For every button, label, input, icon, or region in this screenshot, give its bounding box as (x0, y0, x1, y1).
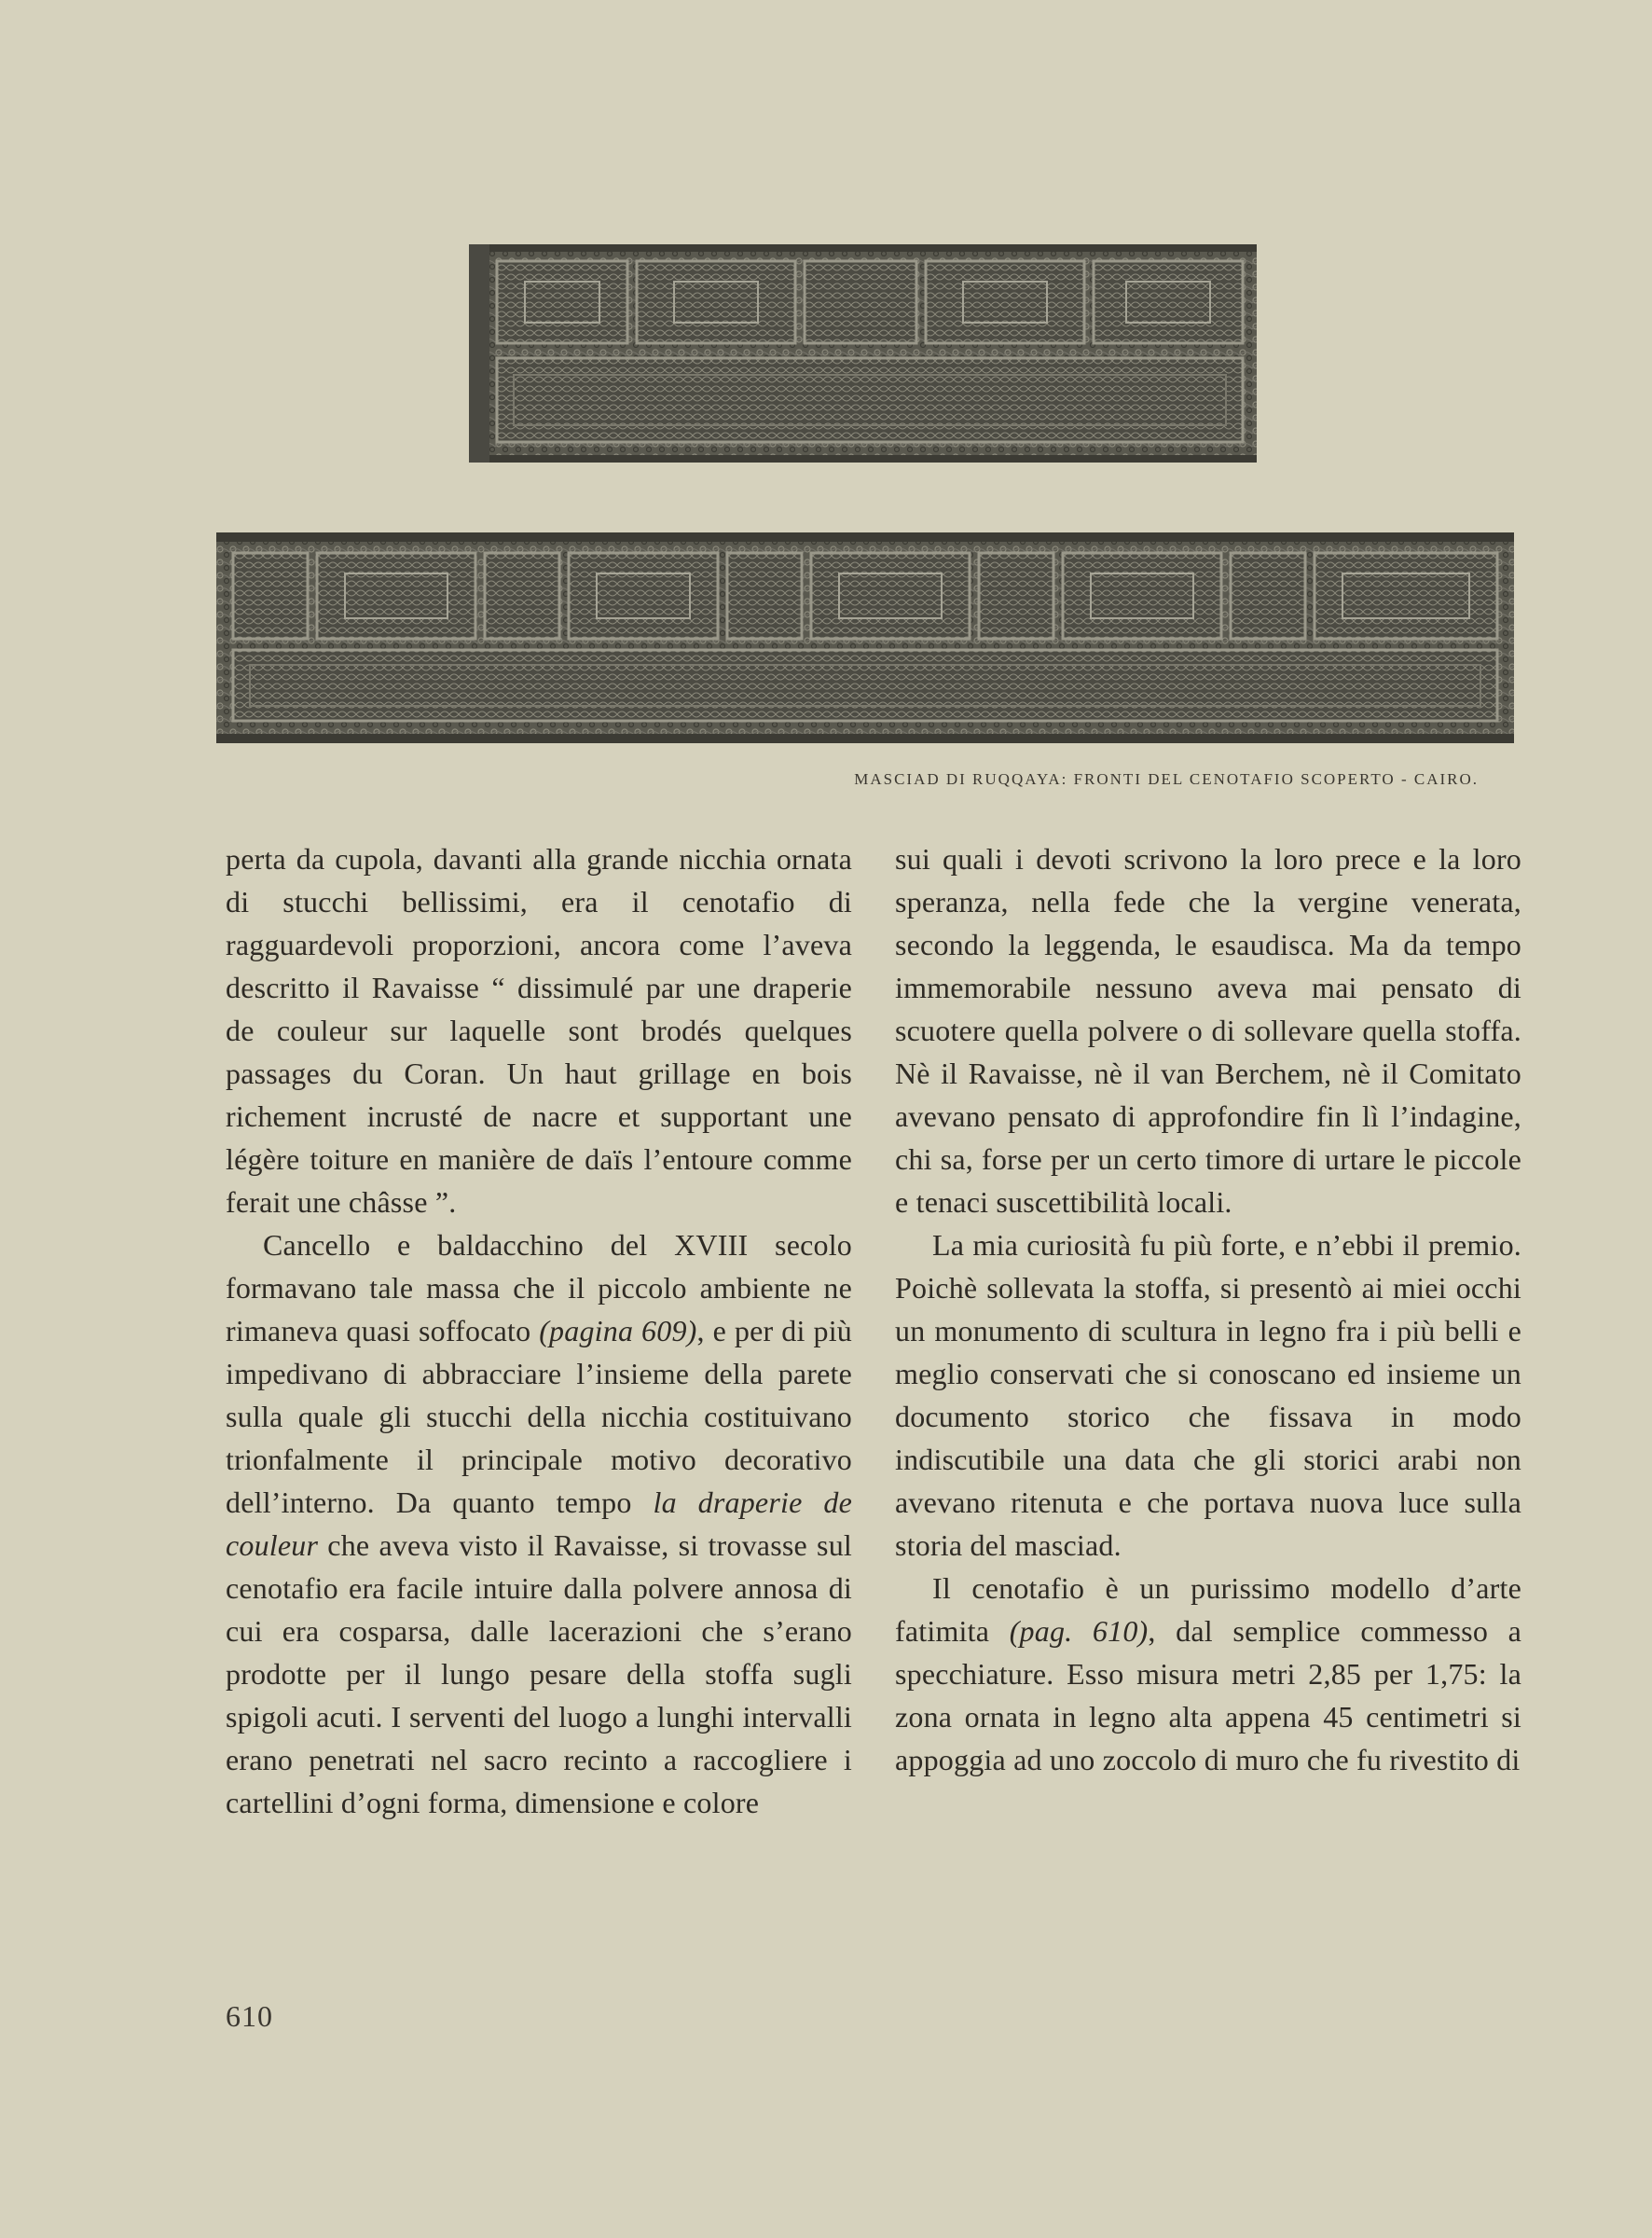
carved-panel-short-illustration (469, 244, 1257, 463)
text-run: Il cenotafio è un purissimo modello d’arte fatimita (895, 1571, 1521, 1648)
text-run: , dal semplice commesso a specchiature. Esso misura metri 2,85 per 1,75: la zona ornata in legno alta appena 45 centimetri si appoggia ad uno zoccolo di muro che fu rivestito di (895, 1614, 1522, 1776)
paragraph (895, 1567, 1521, 1781)
text-run: , e per di più impedivano di abbracciare l’insieme della parete sulla quale gli stucchi della nicchia costituivano trionfalmente il principale motivo decorativo dell’interno. Da quanto tempo (226, 1314, 852, 1519)
text-column-left (226, 837, 852, 1824)
text-run: Cancello e baldacchino del XVIII secolo formavano tale massa che il piccolo ambiente ne rimaneva quasi soffocato (226, 1228, 852, 1347)
page-number: 610 (226, 1999, 273, 2033)
paragraph: La mia curiosità fu più forte, e n’ebbi il premio. Poichè sollevata la stoffa, si presentò ai miei occhi un monumento di scultura in legno fra i più belli e meglio conservati che si conoscano ed insieme un documento storico che fissava in modo indiscutibile una data che gli storici arabi non avevano ritenuta e che portava nuova luce sulla storia del masciad. (895, 1228, 1521, 1562)
carved-panel-long-illustration (216, 532, 1514, 743)
cenotaph-photo-bottom (216, 532, 1514, 743)
text-column-right (895, 837, 1521, 1781)
quoted-term: la draperie de couleur (226, 1485, 852, 1562)
text-run: che aveva visto il Ravaisse, si trovasse sul cenotafio era facile intuire dalla polvere annosa di cui era cosparsa, dalle lacerazioni che s’erano prodotte per il lungo pesare della stoffa sugli spigoli acuti. I serventi del luogo a lunghi intervalli erano penetrati nel sacro recinto a raccogliere i cartellini d’ogni forma, dimensione e colore (226, 1528, 852, 1819)
page-reference: (pagina 609) (539, 1314, 697, 1347)
cenotaph-photo-top (469, 244, 1257, 463)
paragraph: sui quali i devoti scrivono la loro prece e la loro speranza, nella fede che la vergine venerata, secondo la leggenda, le esaudisca. Ma da tempo immemorabile nessuno aveva mai pensato di scuotere quella polvere o di sollevare quella stoffa. Nè il Ravaisse, nè il van Berchem, nè il Comitato avevano pensato di approfondire fin lì l’indagine, chi sa, forse per un certo timore di urtare le piccole e tenaci suscettibilità locali. (895, 842, 1521, 1219)
figure-caption: MASCIAD DI RUQQAYA: FRONTI DEL CENOTAFIO SCOPERTO - CAIRO. (854, 770, 1479, 788)
paragraph: perta da cupola, davanti alla grande nicchia ornata di stucchi bellissimi, era il cenotafio di ragguardevoli proporzioni, ancora come l’aveva descritto il Ravaisse “ dissimulé par une draperie de couleur sur laquelle sont brodés quelques passages du Coran. Un haut grillage en bois richement incrusté de nacre et supportant une légère toiture en manière de daïs l’entoure comme ferait une châsse ”. (226, 842, 852, 1219)
page-reference: (pag. 610) (1009, 1614, 1149, 1648)
paragraph (226, 1223, 852, 1824)
